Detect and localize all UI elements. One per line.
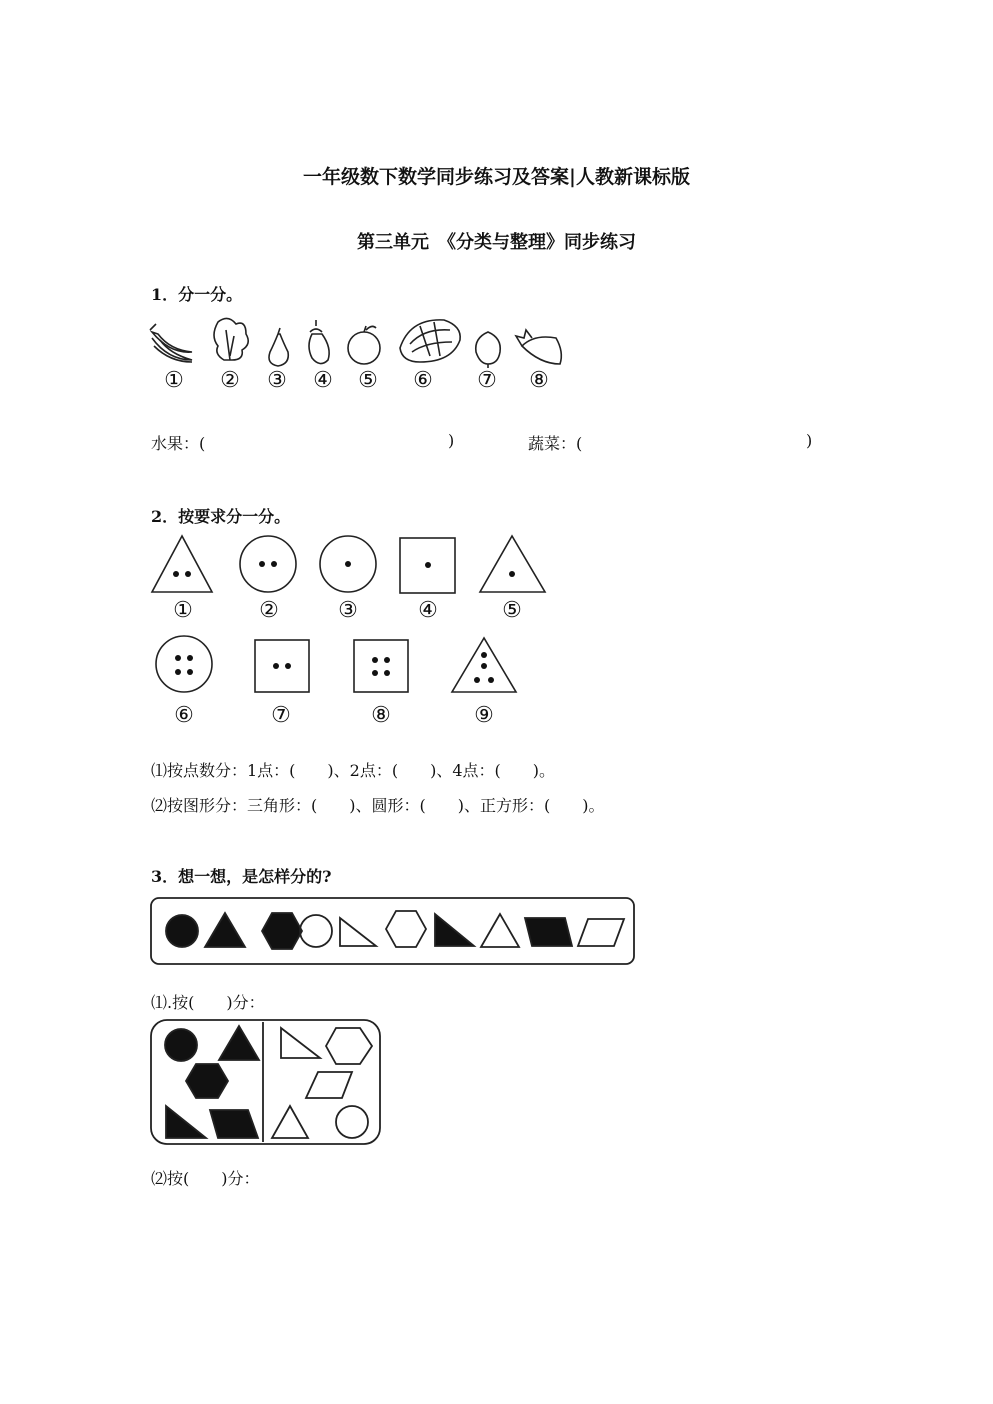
q1-item-number: ⑥ — [413, 368, 433, 393]
outline-right-triangle-shape — [340, 918, 376, 946]
outline-hexagon-shape — [386, 911, 426, 947]
fruit-answer-close: ) — [448, 431, 455, 450]
question-3-heading: 3．想一想，是怎样分的? — [151, 867, 332, 886]
q2-item-number: ⑥ — [174, 703, 194, 728]
q2-item-number: ⑨ — [474, 703, 494, 728]
q2-item-number: ① — [173, 598, 193, 623]
question-1-heading: 1．分一分。 — [151, 285, 243, 304]
q3-sub-question-1: ⑴.按( )分： — [151, 993, 265, 1012]
q1-item-number: ④ — [313, 368, 333, 393]
filled-circle-shape — [166, 915, 198, 947]
filled-parallelogram-shape — [525, 918, 572, 946]
q2-item-number: ⑧ — [371, 703, 391, 728]
q1-item-number: ① — [164, 368, 184, 393]
q2-item-number: ⑦ — [271, 703, 291, 728]
q1-item-number: ⑤ — [358, 368, 378, 393]
document-title: 一年级数下数学同步练习及答案|人教新课标版 — [303, 166, 690, 188]
outline-parallelogram-shape — [578, 919, 624, 946]
q2-item-number: ③ — [338, 598, 358, 623]
outline-triangle-shape — [481, 914, 519, 947]
q2-item-number: ④ — [418, 598, 438, 623]
q2-sub-question-1: ⑴按点数分：1点：( )、2点：( )、4点：( )。 — [151, 761, 555, 780]
filled-hexagon-shape — [262, 913, 302, 949]
q2-item-number: ② — [259, 598, 279, 623]
q2-sub-question-2: ⑵按图形分：三角形：( )、圆形：( )、正方形：( )。 — [151, 796, 605, 815]
fruit-answer-label: 水果：( — [151, 434, 206, 453]
vegetable-answer-label: 蔬菜：( — [528, 434, 583, 453]
filled-right-triangle-shape — [435, 914, 474, 946]
q1-item-number: ⑦ — [477, 368, 497, 393]
unit-subtitle: 第三单元 《分类与整理》同步练习 — [357, 232, 636, 253]
q1-item-number: ⑧ — [529, 368, 549, 393]
filled-triangle-shape — [205, 913, 245, 947]
question-2-heading: 2．按要求分一分。 — [151, 507, 291, 526]
vegetable-answer-close: ) — [806, 431, 813, 450]
q1-item-number: ③ — [267, 368, 287, 393]
q2-item-number: ⑤ — [502, 598, 522, 623]
q1-item-number: ② — [220, 368, 240, 393]
q3-sub-question-2: ⑵按( )分： — [151, 1169, 260, 1188]
outline-circle-shape — [300, 915, 332, 947]
